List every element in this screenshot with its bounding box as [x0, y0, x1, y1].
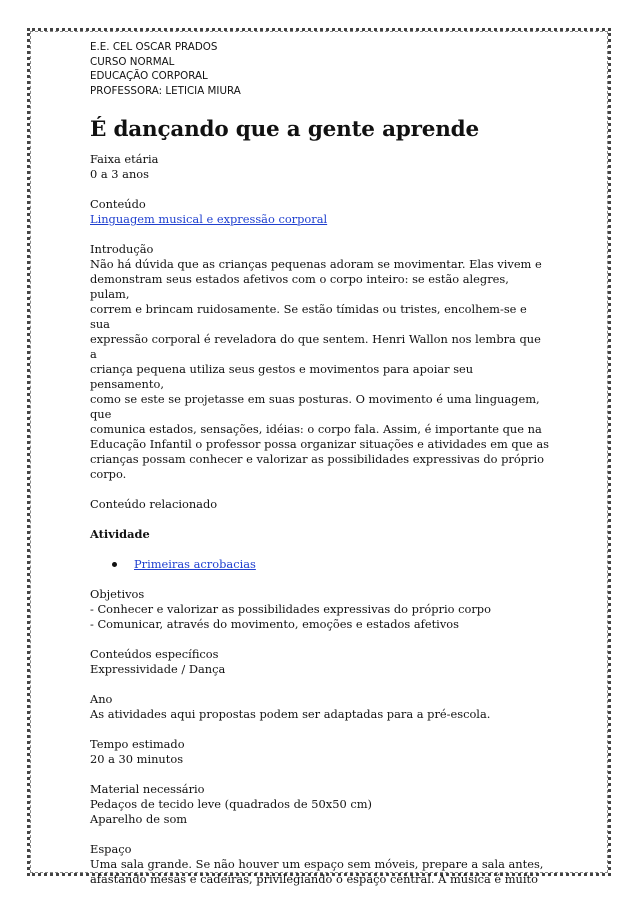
space-label: Espaço	[90, 842, 132, 856]
space-line: afastando mesas e cadeiras, privilegiando o espaço central. A música é muito	[90, 872, 538, 886]
intro-line: criança pequena utiliza seus gestos e movimentos para apoiar seu pensamento,	[90, 362, 474, 391]
intro-line: correm e brincam ruidosamente. Se estão tímidas ou tristes, encolhem-se e sua	[90, 302, 527, 331]
year-section	[90, 692, 550, 722]
header-subject: EDUCAÇÃO CORPORAL	[90, 70, 208, 82]
intro-line: corpo.	[90, 467, 127, 481]
material-label: Material necessário	[90, 782, 205, 796]
age-section	[90, 152, 550, 182]
age-label: Faixa etária	[90, 152, 159, 166]
intro-label: Introdução	[90, 242, 154, 256]
activity-label: Atividade	[90, 527, 150, 541]
year-label: Ano	[90, 692, 113, 706]
bullet-icon	[112, 562, 117, 567]
space-line: Uma sala grande. Se não houver um espaço sem móveis, prepare a sala antes,	[90, 857, 544, 871]
intro-line: como se este se projetasse em suas posturas. O movimento é uma linguagem, que	[90, 392, 540, 421]
header-school: E.E. CEL OSCAR PRADOS	[90, 41, 218, 53]
related-label: Conteúdo relacionado	[90, 497, 218, 511]
list-item	[90, 557, 550, 572]
space-section	[90, 842, 550, 887]
intro-section	[90, 242, 550, 482]
intro-line: Educação Infantil o professor possa organizar situações e atividades em que as	[90, 437, 550, 451]
content-label: Conteúdo	[90, 197, 146, 211]
header-course: CURSO NORMAL	[90, 55, 175, 68]
material-section	[90, 782, 550, 827]
age-value: 0 a 3 anos	[90, 167, 149, 181]
intro-line: crianças possam conhecer e valorizar as possibilidades expressivas do próprio	[90, 452, 544, 466]
objective-line: - Conhecer e valorizar as possibilidades expressivas do próprio corpo	[90, 602, 491, 616]
content-section	[90, 197, 550, 227]
material-line: Pedaços de tecido leve (quadrados de 50x50 cm)	[90, 797, 372, 811]
objectives-section	[90, 587, 550, 632]
content-link[interactable]: Linguagem musical e expressão corporal	[90, 212, 328, 226]
activity-link[interactable]: Primeiras acrobacias	[134, 557, 256, 571]
specific-value: Expressividade / Dança	[90, 662, 226, 676]
year-value: As atividades aqui propostas podem ser adaptadas para a pré-escola.	[90, 707, 491, 721]
objectives-label: Objetivos	[90, 587, 145, 601]
intro-line: Não há dúvida que as crianças pequenas adoram se movimentar. Elas vivem e	[90, 257, 542, 271]
intro-line: demonstram seus estados afetivos com o corpo inteiro: se estão alegres, pulam,	[90, 272, 509, 301]
header-teacher: PROFESSORA: LETICIA MIURA	[90, 84, 241, 97]
document-body	[90, 40, 550, 902]
material-line: Aparelho de som	[90, 812, 188, 826]
specific-section	[90, 647, 550, 677]
page-title: É dançando que a gente aprende	[90, 117, 479, 142]
related-section	[90, 497, 550, 512]
objective-line: - Comunicar, através do movimento, emoções e estados afetivos	[90, 617, 459, 631]
time-section	[90, 737, 550, 767]
time-label: Tempo estimado	[90, 737, 185, 751]
time-value: 20 a 30 minutos	[90, 752, 184, 766]
specific-label: Conteúdos específicos	[90, 647, 219, 661]
intro-line: comunica estados, sensações, idéias: o corpo fala. Assim, é importante que na	[90, 422, 542, 436]
intro-line: expressão corporal é reveladora do que sentem. Henri Wallon nos lembra que a	[90, 332, 541, 361]
activity-list	[90, 557, 550, 572]
document-header	[90, 40, 550, 98]
activity-section	[90, 527, 550, 542]
